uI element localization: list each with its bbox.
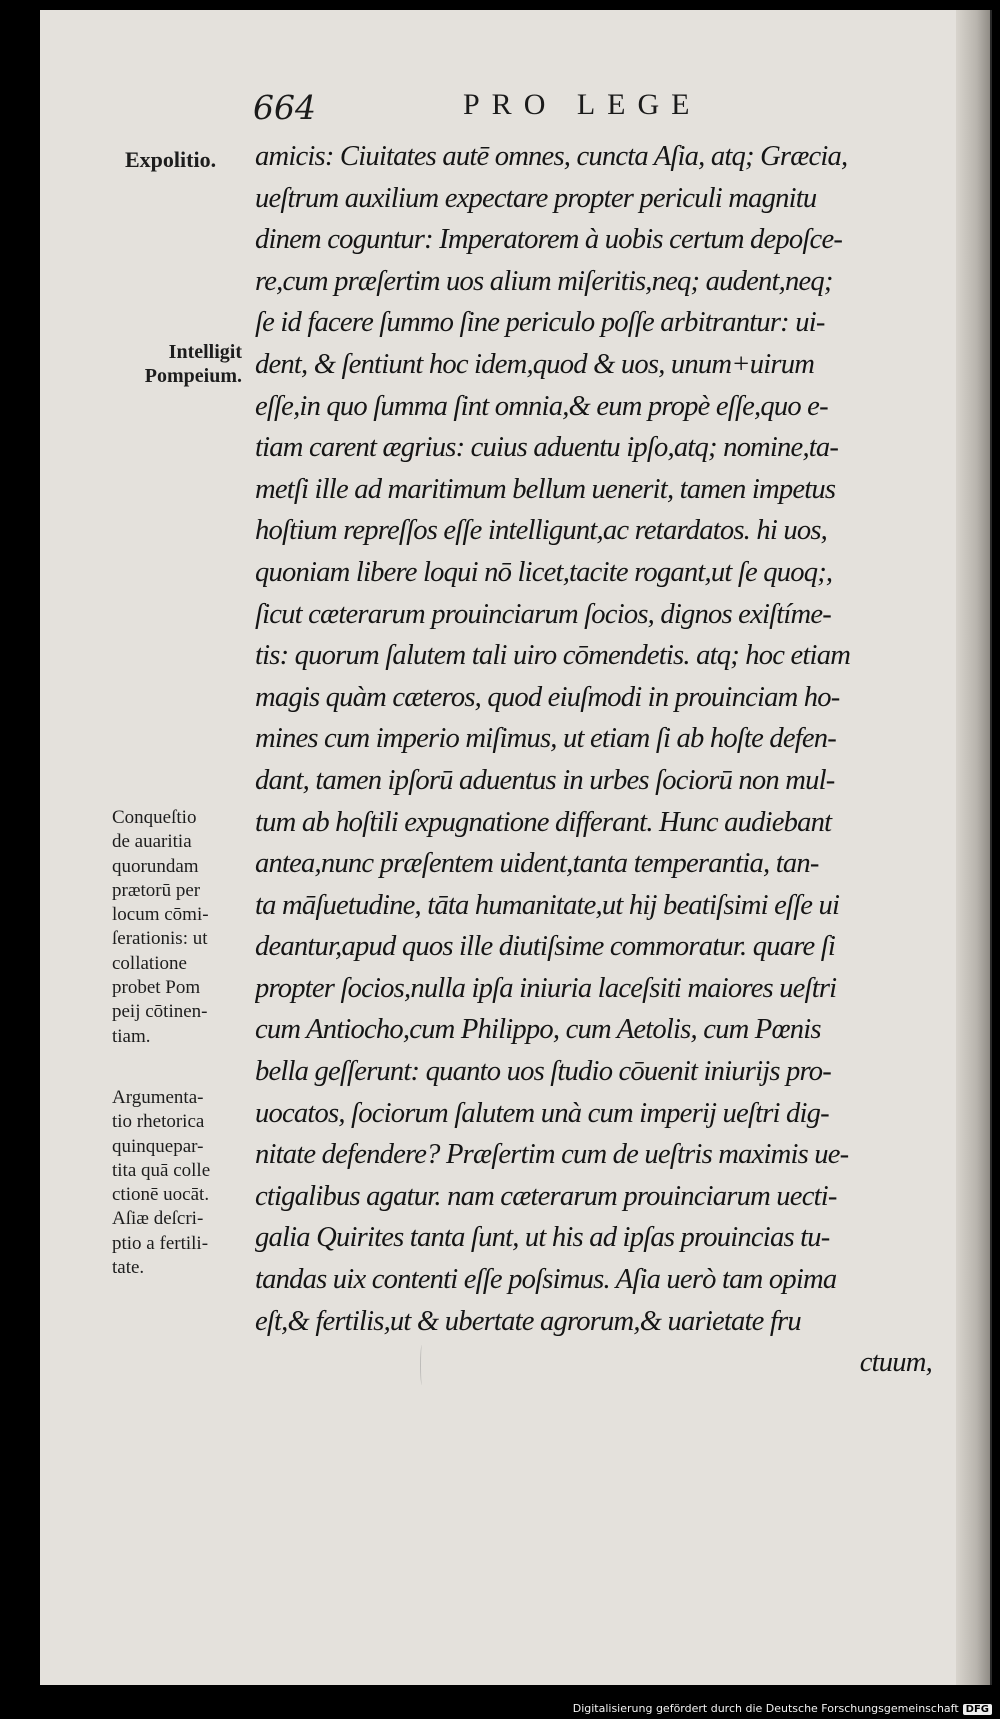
paper-mark	[420, 1345, 424, 1385]
text-line: eſt,& fertilis,ut & ubertate agrorum,& uarietate fru	[255, 1305, 801, 1337]
page-number: 664	[253, 88, 316, 127]
margin-note-line: tio rhetorica	[112, 1111, 205, 1133]
dfg-logo: DFG	[963, 1704, 992, 1715]
margin-note-line: Argumenta-	[112, 1087, 204, 1108]
text-line: uocatos, ſociorum ſalutem unà cum imperij ueſtri dig-	[255, 1097, 829, 1129]
text-line: eſſe,in quo ſumma ſint omnia,& eum propè eſſe,quo e-	[255, 390, 828, 422]
margin-note-line: peij cōtinen-	[112, 1001, 208, 1023]
margin-note-conquestio	[112, 806, 209, 1049]
text-line: ctigalibus agatur. nam cæterarum prouinciarum uecti-	[255, 1180, 837, 1212]
margin-note-line: tate.	[112, 1257, 145, 1279]
margin-note-line: Intelligit	[168, 341, 242, 363]
text-line: magis quàm cæteros, quod eiuſmodi in prouinciam ho-	[255, 681, 840, 713]
text-line: tum ab hoſtili expugnatione differant. Hunc audiebant	[255, 806, 832, 838]
main-text-block	[255, 136, 940, 1384]
text-line: deantur,apud quos ille diutiſsime commoratur. quare ſi	[255, 931, 836, 963]
text-line: antea,nunc præſentem uident,tanta temperantia, tan-	[255, 848, 819, 880]
margin-note-line: tita quā colle	[112, 1159, 211, 1181]
margin-note-line: tiam.	[112, 1025, 151, 1047]
text-line: propter ſocios,nulla ipſa iniuria laceſsiti maiores ueſtri	[255, 972, 837, 1004]
text-line: re,cum præſertim uos alium miſeritis,neq; audent,neq;	[255, 265, 833, 297]
margin-note-line: Aſiæ deſcri-	[112, 1208, 204, 1230]
text-line: nitate defendere? Præſertim cum de ueſtris maximis ue-	[255, 1139, 849, 1171]
text-line: ſe id facere ſummo ſine periculo poſſe arbitrantur: ui-	[255, 307, 825, 339]
footer-credit-text: Digitalisierung gefördert durch die Deutsche Forschungsgemeinschaft	[572, 1702, 959, 1715]
text-line: dinem coguntur: Imperatorem à uobis certum depoſce-	[255, 224, 843, 256]
margin-note-expolitio	[125, 148, 216, 172]
margin-note-argumenta	[112, 1086, 210, 1280]
margin-note-line: Pompeium.	[144, 365, 242, 387]
margin-note-line: de auaritia	[112, 831, 192, 853]
page-edge	[956, 10, 990, 1685]
margin-note-line: Expolitio.	[125, 147, 217, 172]
margin-note-line: probet Pom	[112, 977, 201, 999]
text-line: mines cum imperio miſimus, ut etiam ſi ab hoſte defen-	[255, 723, 837, 755]
text-line: dant, tamen ipſorū aduentus in urbes ſociorū non mul-	[255, 764, 835, 796]
text-line: metſi ille ad maritimum bellum uenerit, tamen impetus	[255, 473, 836, 505]
text-line: dent, & ſentiunt hoc idem,quod & uos, unum+uirum	[255, 348, 815, 380]
running-title: PRO LEGE	[463, 88, 702, 121]
margin-note-line: Conqueſtio	[112, 807, 197, 828]
margin-note-line: quorundam	[112, 855, 199, 877]
text-line: ſicut cæterarum prouinciarum ſocios, dignos exiſtíme-	[255, 598, 831, 630]
footer-credit	[573, 1702, 992, 1715]
text-line: galia Quirites tanta ſunt, ut his ad ipſas prouincias tu-	[255, 1222, 830, 1254]
margin-note-line: locum cōmi-	[112, 904, 209, 926]
text-line: cum Antiocho,cum Philippo, cum Aetolis, cum Pœnis	[255, 1014, 821, 1046]
text-line: hoſtium repreſſos eſſe intelligunt,ac retardatos. hi uos,	[255, 515, 828, 547]
margin-note-line: quinquepar-	[112, 1135, 204, 1157]
text-line: amicis: Ciuitates autē omnes, cuncta Aſia, atq; Græcia,	[255, 141, 848, 172]
margin-note-intelligit	[118, 340, 242, 388]
text-line: ctuum,	[859, 1347, 932, 1379]
margin-note-line: prætorū per	[112, 879, 201, 901]
page-header	[253, 88, 793, 128]
margin-note-line: ptio a fertili-	[112, 1232, 209, 1254]
text-line: tandas uix contenti eſſe poſsimus. Aſia uerò tam opima	[255, 1264, 837, 1296]
text-line: tis: quorum ſalutem tali uiro cōmendetis. atq; hoc etiam	[255, 640, 851, 672]
margin-note-line: ſerationis: ut	[112, 928, 208, 950]
text-line: tiam carent ægrius: cuius aduentu ipſo,atq; nomine,ta-	[255, 432, 839, 464]
text-line: ta māſuetudine, tāta humanitate,ut hij beatiſsimi eſſe ui	[255, 889, 840, 921]
text-line: bella geſſerunt: quanto uos ſtudio cōuenit iniurijs pro-	[255, 1056, 832, 1088]
margin-note-line: ctionē uocāt.	[112, 1184, 210, 1206]
text-line: quoniam libere loqui nō licet,tacite rogant,ut ſe quoq;,	[255, 556, 833, 588]
margin-note-line: collatione	[112, 952, 187, 974]
text-line: ueſtrum auxilium expectare propter periculi magnitu	[255, 182, 817, 214]
